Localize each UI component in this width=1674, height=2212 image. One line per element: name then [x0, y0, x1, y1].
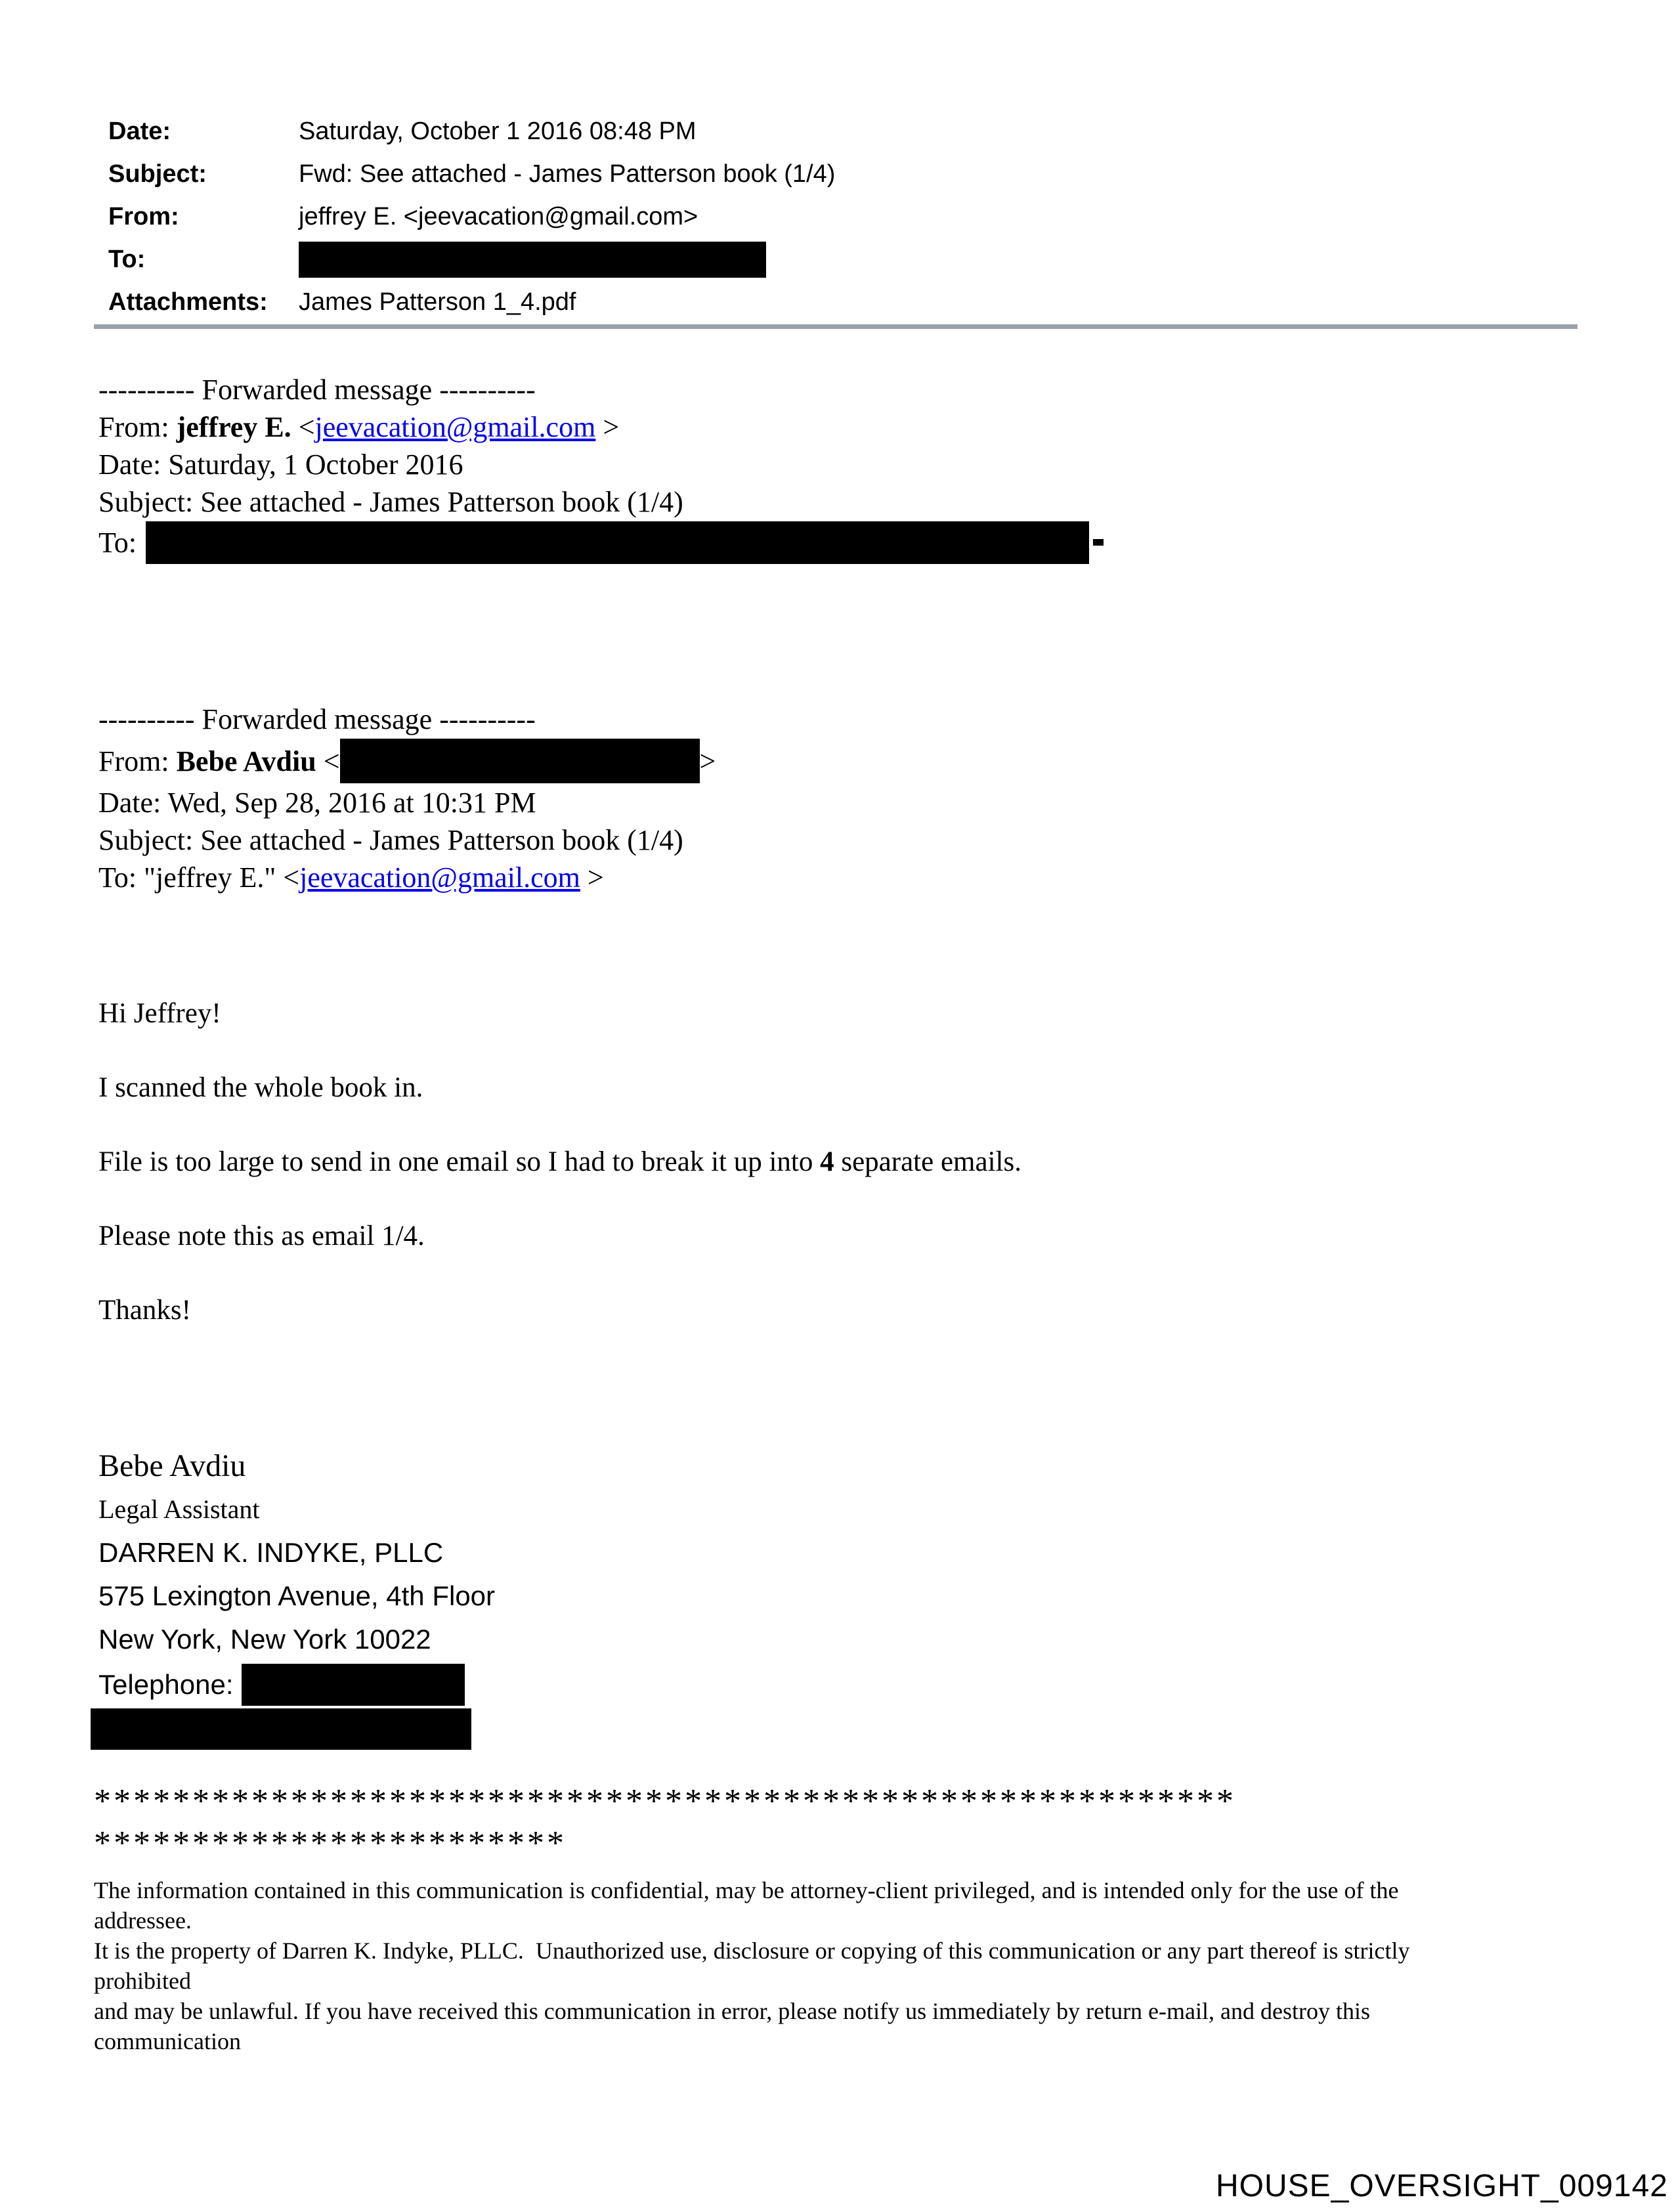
disclaimer-line-1: The information contained in this communication is confidential, may be attorney-client privileged, and is intended only for the use of the — [94, 1877, 1399, 1903]
disclaimer-line-6: communication — [94, 2028, 241, 2054]
fwd2-to-angle-open: < — [283, 861, 300, 894]
fwd2-date-line: Date: Wed, Sep 28, 2016 at 10:31 PM — [98, 787, 536, 819]
body-line-2-post: separate emails. — [834, 1146, 1021, 1177]
fwd2-angle-close: > — [699, 745, 716, 777]
fwd2-angle-open: < — [323, 745, 340, 777]
disclaimer-line-5: and may be unlawful. If you have received this communication in error, please notify us immediately by return e-mail, and destroy this — [94, 1998, 1370, 2024]
from-value: jeffrey E. <jeevacation@gmail.com> — [299, 203, 698, 230]
message-body — [98, 995, 1021, 1366]
signature-company: DARREN K. INDYKE, PLLC — [98, 1537, 444, 1568]
signature-address1: 575 Lexington Avenue, 4th Floor — [98, 1580, 496, 1611]
disclaimer-text — [94, 1875, 1410, 2056]
fwd2-to-line — [98, 859, 716, 896]
fwd2-subject-line: Subject: See attached - James Patterson book (1/4) — [98, 824, 683, 856]
email-header — [108, 110, 835, 324]
fwd1-from-line — [98, 408, 1104, 446]
signature-address2: New York, New York 10022 — [98, 1624, 431, 1655]
header-divider-rule — [94, 324, 1577, 329]
legal-disclaimer — [94, 1781, 1410, 2056]
redaction-remnant — [1093, 539, 1104, 546]
header-row-date — [108, 110, 835, 153]
body-line-3: Please note this as email 1/4. — [98, 1221, 425, 1251]
fwd1-angle-open: < — [298, 411, 315, 443]
bates-number: HOUSE_OVERSIGHT_009142 — [1216, 2169, 1668, 2203]
signature-name: Bebe Avdiu — [98, 1448, 246, 1483]
attachment-filename: James Patterson 1_4.pdf — [299, 288, 576, 316]
redaction-bar-fwd1-to — [146, 521, 1089, 564]
signature-title: Legal Assistant — [98, 1494, 260, 1524]
fwd2-to-name: "jeffrey E." — [144, 861, 276, 894]
signature-block — [98, 1444, 495, 1750]
header-row-from — [108, 196, 835, 238]
disclaimer-line-4: prohibited — [94, 1968, 191, 1994]
fwd1-from-email-link[interactable]: jeevacation@gmail.com — [314, 411, 596, 443]
date-value: Saturday, October 1 2016 08:48 PM — [299, 118, 697, 145]
disclaimer-line-3: It is the property of Darren K. Indyke, PLLC. Unauthorized use, disclosure or copying of this communication or any part thereof is strictly — [94, 1938, 1410, 1964]
redaction-bar-fwd2-from — [340, 739, 700, 783]
redaction-bar-telephone — [242, 1664, 465, 1706]
redaction-bar-signature-bottom — [91, 1708, 471, 1750]
greeting-line: Hi Jeffrey! — [98, 998, 221, 1029]
fwd1-subject-line: Subject: See attached - James Patterson book (1/4) — [98, 486, 683, 518]
fwd1-to-label: To: — [98, 526, 137, 559]
fwd1-from-label: From: — [98, 411, 169, 443]
forwarded-divider-2: ---------- Forwarded message ---------- — [98, 703, 536, 735]
from-label: From: — [108, 203, 179, 230]
body-line-1: I scanned the whole book in. — [98, 1072, 423, 1103]
fwd2-to-label: To: — [98, 861, 137, 894]
redaction-bar-to — [299, 242, 766, 278]
attachments-label: Attachments: — [108, 288, 268, 316]
subject-value: Fwd: See attached - James Patterson book (1/4) — [299, 160, 836, 188]
fwd2-to-angle-close: > — [587, 861, 604, 894]
asterisk-line-2: ************************ — [94, 1825, 567, 1862]
asterisk-line-1: ********************************************************** — [94, 1783, 1236, 1820]
signature-phone-line — [98, 1661, 495, 1708]
fwd2-from-line — [98, 738, 716, 784]
subject-label: Subject: — [108, 160, 207, 188]
header-row-subject — [108, 153, 835, 196]
fwd2-from-name: Bebe Avdiu — [176, 745, 316, 777]
fwd1-angle-close: > — [603, 411, 620, 443]
fwd1-to-line — [98, 521, 1104, 564]
to-label: To: — [108, 246, 146, 273]
header-row-to — [108, 238, 835, 281]
disclaimer-line-2: addressee. — [94, 1907, 192, 1934]
fwd1-from-name: jeffrey E. — [176, 411, 291, 443]
header-row-attachments — [108, 281, 835, 324]
forwarded-message-2 — [98, 701, 716, 896]
fwd2-from-label: From: — [98, 745, 169, 777]
forwarded-divider: ---------- Forwarded message ---------- — [98, 374, 536, 406]
date-label: Date: — [108, 118, 171, 145]
fwd2-to-email-link[interactable]: jeevacation@gmail.com — [299, 861, 580, 894]
body-line-2 — [98, 1143, 1021, 1181]
telephone-label: Telephone: — [98, 1669, 234, 1700]
body-line-2-bold: 4 — [820, 1146, 834, 1177]
forwarded-message-1 — [98, 371, 1104, 564]
fwd1-date-line: Date: Saturday, 1 October 2016 — [98, 448, 463, 481]
closing-line: Thanks! — [98, 1295, 191, 1326]
body-line-2-pre: File is too large to send in one email so I had to break it up into — [98, 1146, 821, 1177]
